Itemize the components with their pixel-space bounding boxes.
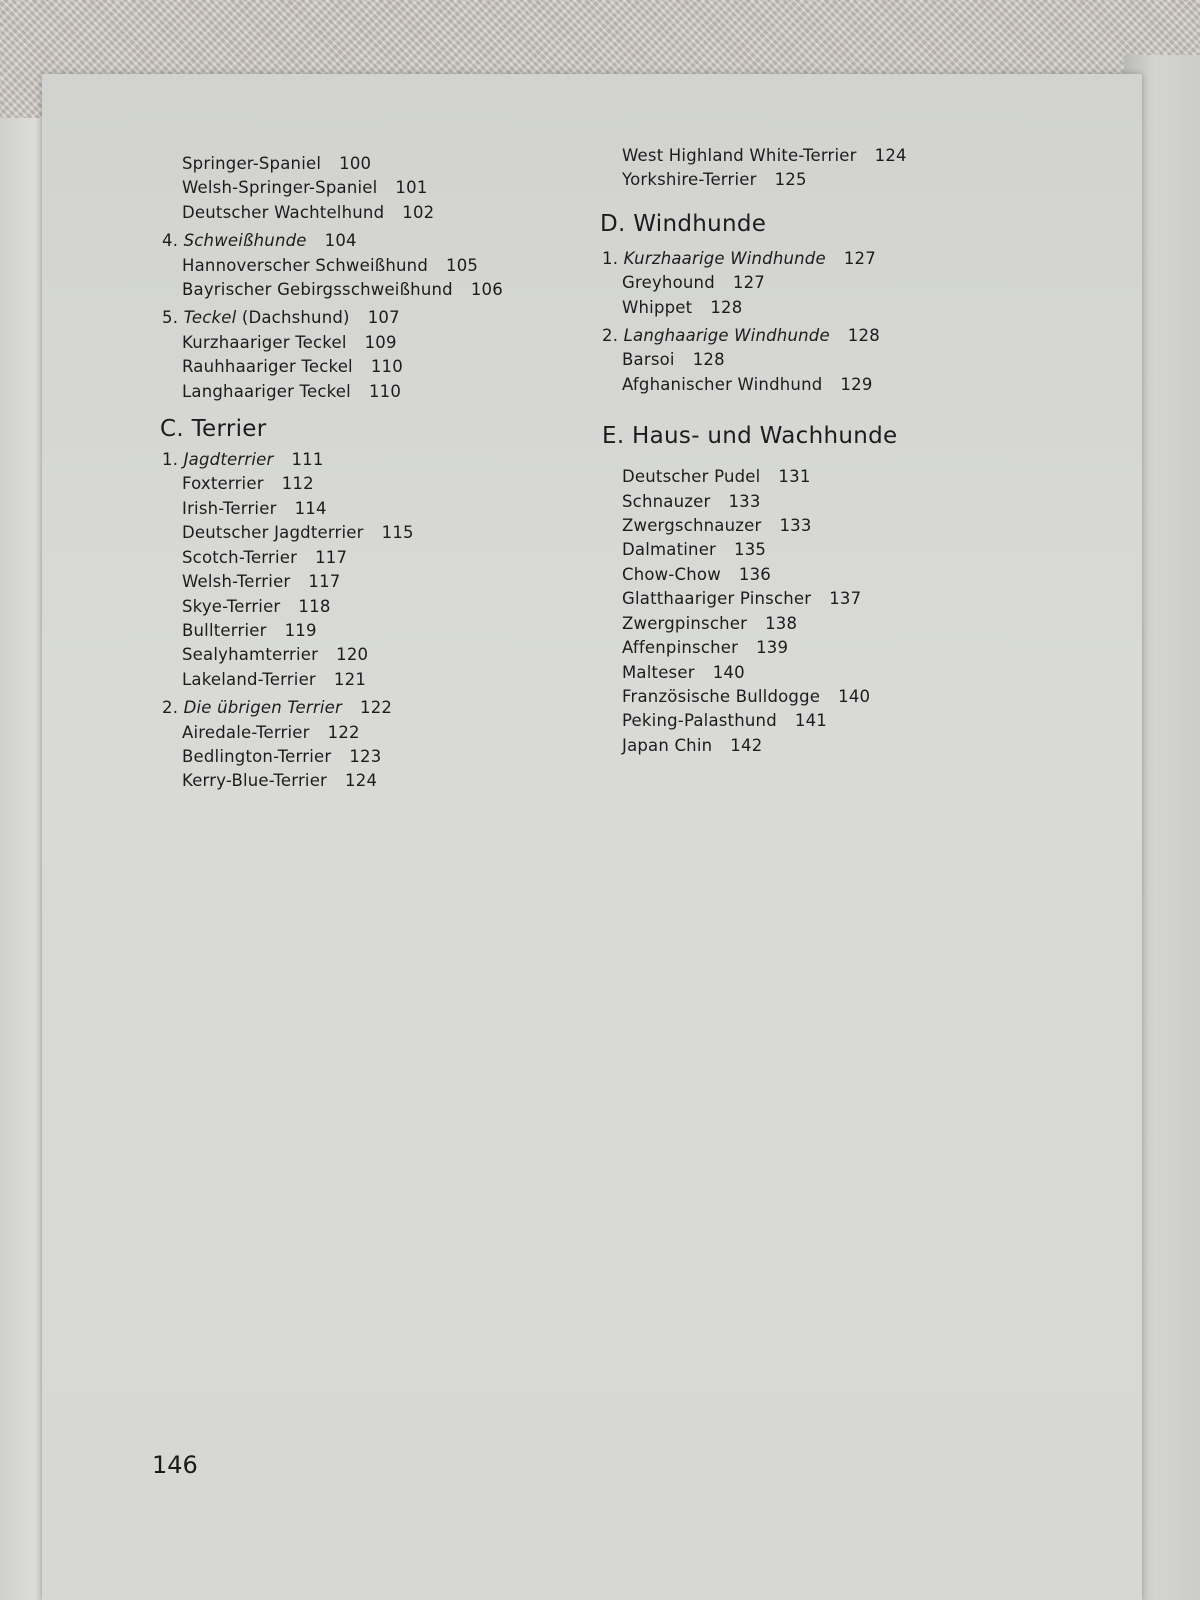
entry-page: 128 [692,350,725,370]
entry-page: 105 [446,255,479,275]
right-continued-list [602,144,907,193]
subgroup-number: 2. [602,326,619,346]
entry-name: Französische Bulldogge [622,686,821,706]
index-entry [162,546,503,570]
entry-page: 115 [381,523,414,543]
index-entry [602,636,907,660]
entry-page: 114 [294,498,327,518]
entry-page: 139 [756,638,789,658]
entry-page: 109 [364,332,397,352]
entry-page: 125 [774,170,807,190]
index-entry [162,497,503,521]
subgroup-heading [162,696,503,720]
entry-name: Lakeland-Terrier [182,669,316,689]
subgroup [602,324,907,397]
entry-name: West Highland White-Terrier [622,146,857,165]
subgroup [162,306,503,404]
entry-page: 123 [349,746,382,766]
entry-name: Welsh-Springer-Spaniel [182,178,378,198]
entry-name: Airedale-Terrier [182,722,310,742]
index-entry [602,612,907,636]
subgroup-page: 128 [847,326,880,346]
index-entry [162,521,503,545]
subgroup-number: 2. [162,698,179,718]
entry-name: Welsh-Terrier [182,572,291,592]
section-d-groups [602,247,907,397]
entry-name: Hannoverscher Schweißhund [182,255,429,275]
subgroup-page: 111 [291,450,324,470]
entry-name: Bullterrier [182,620,267,640]
index-entry [162,643,503,667]
entry-page: 110 [368,381,402,401]
index-entry [602,685,907,709]
entry-name: Affenpinscher [622,638,739,658]
entry-name: Skye-Terrier [182,596,281,616]
subgroup-label-suffix: (Dachshund) [236,308,350,328]
subgroup-page: 127 [843,248,876,268]
entry-page: 124 [345,771,378,791]
index-entry [602,514,907,538]
entry-name: Sealyhamterrier [182,645,319,665]
entry-name: Bedlington-Terrier [182,746,332,766]
entry-name: Deutscher Pudel [622,467,761,487]
index-entry [602,661,907,685]
subgroup-label: Kurzhaarige Windhunde [623,248,826,268]
subgroup-page: 122 [360,698,393,718]
subgroup-label: Langhaarige Windhunde [623,326,830,346]
index-entry [162,278,503,302]
subgroup-heading [162,229,503,253]
entry-page: 137 [829,589,862,609]
entry-name: Irish-Terrier [182,498,277,518]
index-entry [162,331,503,355]
entry-page: 102 [402,202,435,222]
entry-name: Foxterrier [182,474,264,494]
subgroup-page: 104 [324,231,357,251]
entry-name: Japan Chin [622,735,713,755]
entry-name: Deutscher Jagdterrier [182,523,364,543]
entry-page: 131 [778,467,811,487]
entry-name: Langhaariger Teckel [182,381,351,401]
index-entry [602,296,907,320]
subgroup-number: 5. [162,308,179,328]
entry-page: 128 [710,297,743,317]
entry-page: 124 [874,146,907,165]
entry-page: 127 [732,273,765,293]
index-entry [602,168,907,192]
entry-name: Zwergschnauzer [622,516,762,536]
subgroup-heading [162,306,503,330]
index-entry [602,465,907,489]
subgroup-number: 4. [162,231,179,251]
index-entry [162,570,503,594]
entry-name: Kurzhaariger Teckel [182,332,347,352]
index-entry [162,355,503,379]
entry-page: 110 [370,357,403,377]
entry-page: 141 [794,711,827,731]
book-page [42,74,1142,1600]
entry-name: Afghanischer Windhund [622,374,823,394]
entry-name: Greyhound [622,273,715,293]
entry-page: 129 [840,374,873,394]
entry-page: 135 [734,540,767,560]
subgroup [162,448,503,692]
index-entry [602,144,907,168]
index-entry [162,745,503,769]
entry-name: Whippet [622,297,693,317]
subgroup-label: Teckel [183,308,237,328]
left-column [162,152,503,794]
entry-page: 120 [336,645,369,665]
subgroup-heading [602,247,907,271]
index-entry [162,201,503,225]
index-entry [602,734,907,758]
left-continued-list [162,152,503,225]
entry-name: Barsoi [622,350,675,370]
entry-name: Glatthaariger Pinscher [622,589,812,609]
index-entry [602,373,907,397]
index-entry [602,348,907,372]
index-entry [602,563,907,587]
entry-name: Schnauzer [622,491,711,511]
page-number: 146 [152,1451,198,1479]
index-entry [162,152,503,176]
entry-page: 133 [779,516,812,536]
section-e-list [602,465,907,758]
entry-name: Peking-Palasthund [622,711,777,731]
index-entry [162,380,503,404]
subgroup [602,247,907,320]
index-entry [162,254,503,278]
entry-name: Chow-Chow [622,564,721,584]
right-column [602,144,907,758]
index-entry [602,538,907,562]
entry-page: 118 [298,596,331,616]
entry-name: Deutscher Wachtelhund [182,202,385,222]
entry-page: 142 [730,735,763,755]
index-entry [162,176,503,200]
entry-page: 140 [838,686,871,706]
entry-name: Kerry-Blue-Terrier [182,771,328,791]
entry-name: Rauhhaariger Teckel [182,357,353,377]
entry-page: 101 [395,178,428,198]
index-entry [162,619,503,643]
entry-name: Zwergpinscher [622,613,748,633]
subgroup-label: Die übrigen Terrier [183,698,343,718]
entry-page: 140 [712,662,745,682]
section-c-groups [162,448,503,794]
entry-name: Springer-Spaniel [182,154,322,173]
entry-page: 119 [284,620,317,640]
index-entry [602,271,907,295]
entry-page: 133 [728,491,761,511]
entry-page: 136 [738,564,771,584]
subgroup [162,696,503,794]
entry-name: Scotch-Terrier [182,547,298,567]
entry-page: 100 [339,154,372,173]
index-entry [162,668,503,692]
entry-page: 121 [333,669,367,689]
index-entry [162,721,503,745]
subgroup-label: Schweißhunde [183,231,307,251]
index-entry [162,472,503,496]
index-entry [602,587,907,611]
section-c-heading: C. Terrier [160,416,267,443]
entry-page: 106 [470,280,503,300]
entry-name: Yorkshire-Terrier [622,170,757,190]
entry-page: 122 [327,722,360,742]
entry-name: Bayrischer Gebirgsschweißhund [182,280,453,300]
subgroup-heading [162,448,503,472]
entry-page: 112 [281,474,314,494]
entry-page: 117 [308,572,341,592]
subgroup-label: Jagdterrier [183,450,274,470]
entry-page: 138 [765,613,798,633]
subgroup-page: 107 [367,308,400,328]
entry-name: Malteser [622,662,695,682]
subgroup [162,229,503,302]
entry-page: 117 [315,547,348,567]
subgroup-number: 1. [162,450,179,470]
left-groups-b [162,229,503,404]
entry-name: Dalmatiner [622,540,717,560]
index-entry [602,490,907,514]
subgroup-number: 1. [602,248,619,268]
section-e-heading: E. Haus- und Wachhunde [602,423,898,450]
index-entry [162,595,503,619]
section-d-heading: D. Windhunde [600,210,767,237]
subgroup-heading [602,324,907,348]
index-entry [602,709,907,733]
index-entry [162,769,503,793]
